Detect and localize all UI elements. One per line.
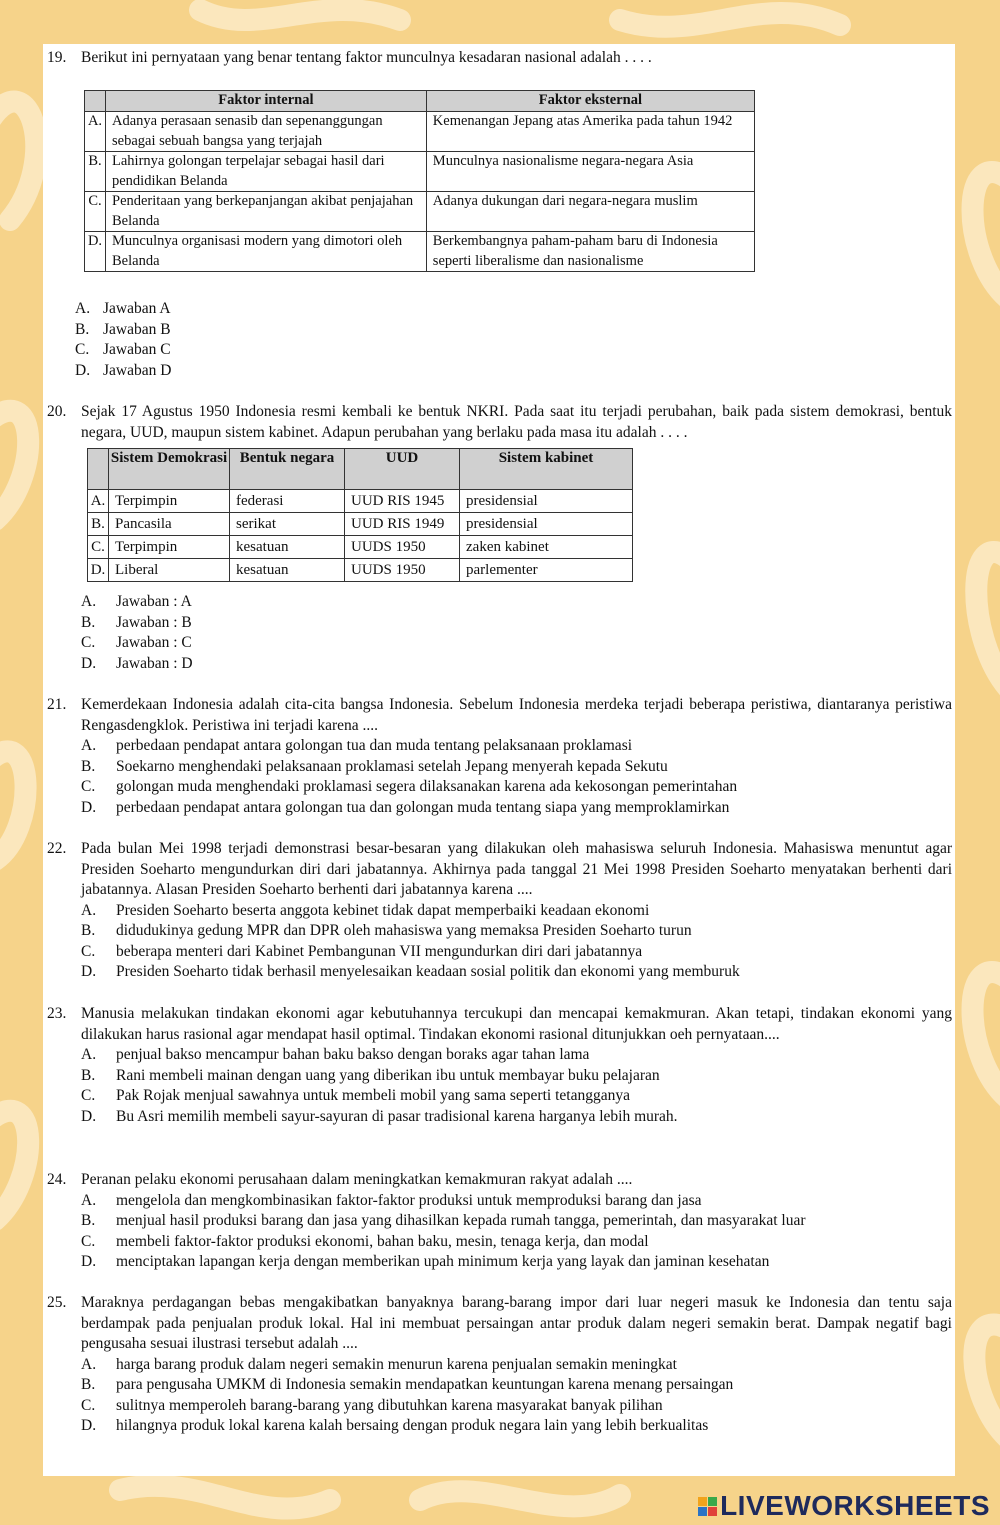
- answer-option[interactable]: [81, 921, 952, 942]
- question-stem: [47, 695, 952, 736]
- option-text: menciptakan lapangan kerja dengan memberikan upah minimum kerja yang layak dan jaminan kesehatan: [116, 1253, 770, 1270]
- question-number: 20.: [47, 403, 67, 420]
- option-text: Presiden Soeharto beserta anggota kebinet tidak dapat memperbaiki keadaan ekonomi: [116, 901, 650, 919]
- question-number: 24.: [47, 1171, 67, 1188]
- question-text: Pada bulan Mei 1998 terjadi demonstrasi besar-besaran yang dilakukan oleh mahasiswa seluruh Indonesia. Mahasiswa menuntut agar Presiden Soeharto mengundurkan diri dari jabatannya. Akhirnya pada tanggal 21 Mei 1998 Presiden Soeharto menyatakan berhenti dari jabatannya. Alasan Presiden Soeharto berhenti dari jabatannya karena ....: [81, 840, 952, 898]
- answer-option[interactable]: [81, 1211, 952, 1232]
- table-sistem: [87, 448, 633, 582]
- logo-mark-icon: [698, 1497, 717, 1516]
- option-list: [81, 736, 952, 818]
- option-text: perbedaan pendapat antara golongan tua dan muda tentang pelaksanaan proklamasi: [116, 737, 633, 754]
- option-text: beberapa menteri dari Kabinet Pembangunan VII mengundurkan diri dari jabatannya: [116, 942, 643, 960]
- table-row: [88, 559, 633, 582]
- cell-kabinet: parlementer: [460, 559, 633, 582]
- question-stem: [47, 48, 952, 69]
- option-text: Soekarno menghendaki pelaksanaan proklamasi setelah Jepang menyerah kepada Sekutu: [116, 757, 668, 775]
- option-letter: C.: [81, 634, 96, 651]
- option-text: perbedaan pendapat antara golongan tua dan golongan muda tentang siapa yang memproklamirkan: [116, 798, 730, 816]
- option-letter: C.: [75, 341, 90, 358]
- liveworksheets-logo[interactable]: [698, 1489, 990, 1523]
- question-number: 19.: [47, 49, 67, 66]
- question-stem: [47, 1170, 952, 1191]
- header-cell: Sistem Demokrasi: [109, 449, 230, 490]
- option-list: [81, 1355, 952, 1437]
- cell-kabinet: presidensial: [460, 490, 633, 513]
- answer-option[interactable]: [81, 633, 381, 654]
- table-header-row: [85, 91, 755, 112]
- question-text: Maraknya perdagangan bebas mengakibatkan banyaknya barang-barang impor dari luar negeri masuk ke Indonesia dan tentu saja berdampak pada penjualan produk lokal. Hal ini membuat persaingan antar produk dalam negeri semakin berat. Dampak negatif bagi pengusaha sesuai ilustrasi tersebut adalah ....: [81, 1294, 952, 1352]
- option-text: penjual bakso mencampur bahan baku bakso dengan boraks agar tahan lama: [116, 1046, 590, 1063]
- option-letter: D.: [81, 1417, 97, 1434]
- table-header-row: [88, 449, 633, 490]
- cell-negara: kesatuan: [230, 536, 345, 559]
- option-letter: A.: [81, 1191, 97, 1209]
- header-cell: Faktor eksternal: [426, 91, 754, 112]
- cell-demokrasi: Pancasila: [109, 513, 230, 536]
- question-stem: [47, 839, 952, 901]
- answer-option[interactable]: [81, 777, 952, 798]
- answer-option[interactable]: [81, 1191, 952, 1212]
- cell-external: Kemenangan Jepang atas Amerika pada tahun 1942: [426, 112, 754, 152]
- question-21: [47, 695, 952, 818]
- option-letter: D.: [81, 963, 97, 980]
- option-letter: B.: [75, 320, 90, 338]
- answer-option[interactable]: [81, 736, 952, 757]
- option-text: Pak Rojak menjual sawahnya untuk membeli mobil yang sama seperti tetangganya: [116, 1087, 630, 1104]
- table-faktor: [84, 90, 755, 272]
- answer-option[interactable]: [75, 340, 375, 361]
- option-letter: B.: [81, 1376, 96, 1393]
- cell-uud: UUDS 1950: [345, 536, 460, 559]
- answer-option[interactable]: [81, 1066, 952, 1087]
- option-text: Bu Asri memilih membeli sayur-sayuran di pasar tradisional karena harganya lebih murah.: [116, 1107, 678, 1125]
- cell-demokrasi: Liberal: [109, 559, 230, 582]
- question-25: [47, 1293, 952, 1437]
- logo-text: LIVEWORKSHEETS: [720, 1490, 990, 1521]
- answer-option[interactable]: [81, 1107, 952, 1128]
- table-row: [88, 536, 633, 559]
- answer-option[interactable]: [81, 798, 952, 819]
- option-text: para pengusaha UMKM di Indonesia semakin mendapatkan keuntungan karena menang persaingan: [116, 1376, 734, 1393]
- answer-option[interactable]: [75, 320, 375, 341]
- answer-option[interactable]: [81, 1396, 952, 1417]
- table-row: [88, 513, 633, 536]
- option-letter: A.: [81, 593, 97, 610]
- answer-option[interactable]: [81, 654, 381, 675]
- option-letter: A.: [81, 901, 97, 919]
- cell-external: Adanya dukungan dari negara-negara muslim: [426, 192, 754, 232]
- header-cell: Faktor internal: [106, 91, 427, 112]
- cell-internal: Lahirnya golongan terpelajar sebagai hasil dari pendidikan Belanda: [106, 152, 427, 192]
- answer-option[interactable]: [81, 901, 952, 922]
- row-letter: B.: [85, 152, 106, 192]
- answer-option[interactable]: [81, 757, 952, 778]
- cell-internal: Adanya perasaan senasib dan sepenanggungan sebagai sebuah bangsa yang terjajah: [106, 112, 427, 152]
- cell-negara: kesatuan: [230, 559, 345, 582]
- cell-kabinet: zaken kabinet: [460, 536, 633, 559]
- header-cell: Sistem kabinet: [460, 449, 633, 490]
- answer-option[interactable]: [81, 1375, 952, 1396]
- question-number: 21.: [47, 696, 67, 713]
- answer-option[interactable]: [81, 1416, 952, 1437]
- table-row: [85, 232, 755, 272]
- option-letter: C.: [81, 1232, 96, 1250]
- option-text: Jawaban : D: [116, 654, 193, 672]
- cell-demokrasi: Terpimpin: [109, 536, 230, 559]
- answer-option[interactable]: [81, 1355, 952, 1376]
- question-23: [47, 1004, 952, 1127]
- option-text: golongan muda menghendaki proklamasi segera dilaksanakan karena ada kekosongan pemerintahan: [116, 778, 738, 795]
- option-letter: B.: [81, 922, 96, 939]
- answer-option[interactable]: [81, 1045, 952, 1066]
- cell-uud: UUD RIS 1945: [345, 490, 460, 513]
- option-text: Jawaban D: [103, 361, 172, 379]
- answer-option[interactable]: [75, 299, 375, 320]
- option-letter: A.: [81, 737, 97, 754]
- cell-negara: serikat: [230, 513, 345, 536]
- option-text: harga barang produk dalam negeri semakin menurun karena penjualan semakin meningkat: [116, 1355, 677, 1373]
- cell-kabinet: presidensial: [460, 513, 633, 536]
- option-letter: B.: [81, 757, 96, 775]
- option-letter: D.: [81, 654, 97, 672]
- row-letter: C.: [85, 192, 106, 232]
- option-text: menjual hasil produksi barang dan jasa yang dihasilkan kepada rumah tangga, pemerintah, dan masyarakat luar: [116, 1212, 806, 1229]
- option-text: mengelola dan mengkombinasikan faktor-faktor produksi untuk memproduksi barang dan jasa: [116, 1191, 702, 1209]
- answer-option[interactable]: [81, 942, 952, 963]
- option-text: hilangnya produk lokal karena kalah bersaing dengan produk negara lain yang lebih berkualitas: [116, 1417, 709, 1434]
- question-text: Berikut ini pernyataan yang benar tentang faktor munculnya kesadaran nasional adalah . . . .: [81, 49, 652, 66]
- option-letter: C.: [81, 942, 96, 960]
- option-letter: B.: [81, 613, 96, 631]
- question-number: 22.: [47, 840, 67, 857]
- question-text: Peranan pelaku ekonomi perusahaan dalam meningkatkan kemakmuran rakyat adalah ....: [81, 1171, 633, 1188]
- option-list: [81, 901, 952, 983]
- table-row: [85, 152, 755, 192]
- answer-option[interactable]: [81, 1252, 952, 1273]
- question-19-options: [75, 299, 375, 381]
- question-stem: [47, 402, 952, 443]
- option-letter: A.: [81, 1355, 97, 1373]
- option-letter: D.: [81, 798, 97, 816]
- option-letter: C.: [81, 778, 96, 795]
- cell-internal: Penderitaan yang berkepanjangan akibat penjajahan Belanda: [106, 192, 427, 232]
- question-text: Manusia melakukan tindakan ekonomi agar kebutuhannya tercukupi dan mencapai kemakmuran. Akan tetapi, tindakan ekonomi yang dilakukan harus rasional agar mendapat hasil optimal. Tindakan ekonomi rasional ditunjukkan oeh pernyataan....: [81, 1005, 952, 1043]
- option-letter: B.: [81, 1212, 96, 1229]
- option-text: Jawaban B: [103, 320, 171, 338]
- row-letter: D.: [85, 232, 106, 272]
- answer-option[interactable]: [81, 592, 381, 613]
- answer-option[interactable]: [75, 361, 375, 382]
- option-text: Presiden Soeharto tidak berhasil menyelesaikan keadaan sosial politik dan ekonomi yang memburuk: [116, 963, 740, 980]
- option-text: Jawaban : C: [116, 634, 192, 651]
- table-row: [88, 490, 633, 513]
- question-24: [47, 1170, 952, 1273]
- question-number: 23.: [47, 1005, 67, 1022]
- option-letter: B.: [81, 1066, 96, 1084]
- question-19: [47, 48, 952, 69]
- option-text: membeli faktor-faktor produksi ekonomi, bahan baku, mesin, tenaga kerja, dan modal: [116, 1232, 649, 1250]
- row-letter: D.: [88, 559, 109, 582]
- answer-option[interactable]: [81, 1232, 952, 1253]
- cell-uud: UUD RIS 1949: [345, 513, 460, 536]
- question-stem: [47, 1004, 952, 1045]
- row-letter: A.: [88, 490, 109, 513]
- option-text: sulitnya memperoleh barang-barang yang dibutuhkan karena masyarakat banyak pilihan: [116, 1396, 663, 1414]
- option-letter: C.: [81, 1396, 96, 1414]
- cell-negara: federasi: [230, 490, 345, 513]
- table-row: [85, 192, 755, 232]
- row-letter: A.: [85, 112, 106, 152]
- option-letter: D.: [81, 1253, 97, 1270]
- question-20-options: [81, 592, 381, 674]
- header-blank: [88, 449, 109, 490]
- option-text: Jawaban A: [103, 300, 171, 317]
- header-cell: Bentuk negara: [230, 449, 345, 490]
- question-text: Sejak 17 Agustus 1950 Indonesia resmi kembali ke bentuk NKRI. Pada saat itu terjadi perubahan, baik pada sistem demokrasi, bentuk negara, UUD, maupun sistem kabinet. Adapun perubahan yang berlaku pada masa itu adalah . . . .: [81, 403, 952, 441]
- option-list: [81, 1045, 952, 1127]
- cell-external: Berkembangnya paham-paham baru di Indonesia seperti liberalisme dan nasionalisme: [426, 232, 754, 272]
- header-cell: UUD: [345, 449, 460, 490]
- cell-uud: UUDS 1950: [345, 559, 460, 582]
- cell-internal: Munculnya organisasi modern yang dimotori oleh Belanda: [106, 232, 427, 272]
- row-letter: B.: [88, 513, 109, 536]
- option-letter: D.: [75, 361, 91, 379]
- option-text: Jawaban C: [103, 341, 171, 358]
- cell-external: Munculnya nasionalisme negara-negara Asia: [426, 152, 754, 192]
- option-text: didudukinya gedung MPR dan DPR oleh mahasiswa yang memaksa Presiden Soeharto turun: [116, 922, 692, 939]
- answer-option[interactable]: [81, 1086, 952, 1107]
- question-20: [47, 402, 952, 443]
- table-row: [85, 112, 755, 152]
- answer-option[interactable]: [81, 613, 381, 634]
- option-text: Jawaban : A: [116, 593, 192, 610]
- question-stem: [47, 1293, 952, 1355]
- option-letter: A.: [81, 1046, 97, 1063]
- question-22: [47, 839, 952, 983]
- row-letter: C.: [88, 536, 109, 559]
- option-letter: D.: [81, 1107, 97, 1125]
- option-text: Rani membeli mainan dengan uang yang diberikan ibu untuk membayar buku pelajaran: [116, 1066, 660, 1084]
- option-text: Jawaban : B: [116, 613, 192, 631]
- option-letter: A.: [75, 300, 91, 317]
- option-letter: C.: [81, 1087, 96, 1104]
- question-text: Kemerdekaan Indonesia adalah cita-cita bangsa Indonesia. Sebelum Indonesia merdeka terjadi beberapa peristiwa, diantaranya peristiwa Rengasdengklok. Peristiwa ini terjadi karena ....: [81, 696, 952, 734]
- answer-option[interactable]: [81, 962, 952, 983]
- option-list: [81, 1191, 952, 1273]
- header-blank: [85, 91, 106, 112]
- cell-demokrasi: Terpimpin: [109, 490, 230, 513]
- question-number: 25.: [47, 1294, 67, 1311]
